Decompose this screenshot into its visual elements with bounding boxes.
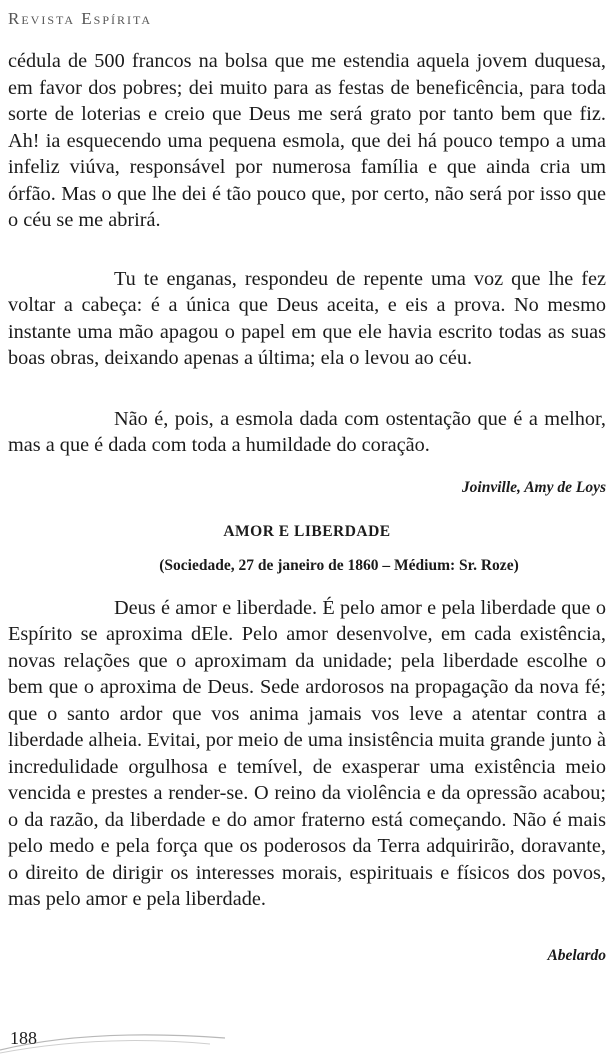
page-number: 188	[10, 1028, 37, 1048]
section-subtitle: (Sociedade, 27 de janeiro de 1860 – Médium: Sr. Roze)	[159, 556, 519, 574]
paragraph-voice: Tu te enganas, respondeu de repente uma voz que lhe fez voltar a cabeça: é a única que Deus aceita, e eis a prova. No mesmo instante uma mão apagou o papel em que ele havia escrito todas as suas boas obras, deixando apenas a última; ela o levou ao céu.	[8, 267, 606, 369]
page-body	[8, 48, 606, 965]
signature-joinville: Joinville, Amy de Loys	[461, 478, 606, 496]
signature-abelardo: Abelardo	[547, 946, 606, 964]
running-header: Revista Espírita	[8, 9, 153, 28]
paragraph-moral: Não é, pois, a esmola dada com ostentação que é a melhor, mas a que é dada com toda a humildade do coração.	[8, 407, 606, 456]
paragraph-amor-liberdade: Deus é amor e liberdade. É pelo amor e pela liberdade que o Espírito se aproxima dEle. Pelo amor desenvolve, em cada existência, novas relações que o aproximam da unidade; pela liberdade escolhe o bem que o aproxima de Deus. Sede ardorosos na propagação da nova fé; que o santo ardor que vos anima jamais vos leve a atentar contra a liberdade alheia. Evitai, por meio de uma insistência muita grande junto à incredulidade orgulhosa e temível, de exasperar uma existência meio vencida e prestes a render-se. O reino da violência e da opressão acabou; o da razão, da liberdade e do amor fraterno está começando. Não é mais pelo medo e pela força que os poderosos da Terra adquirirão, doravante, o direito de dirigir os interesses morais, espirituais e físicos dos povos, mas pelo amor e pela liberdade.	[8, 596, 606, 910]
paragraph-continuation: cédula de 500 francos na bolsa que me estendia aquela jovem duquesa, em favor dos pobres; dei muito para as festas de beneficência, para toda sorte de loterias e creio que Deus me será grato por tanto bem que fiz. Ah! ia esquecendo uma pequena esmola, que dei há pouco tempo a uma infeliz viúva, responsável por numerosa família e que ainda cria um órfão. Mas o que lhe dei é tão pouco que, por certo, não será por isso que o céu se me abrirá.	[8, 50, 606, 231]
section-title: AMOR E LIBERDADE	[223, 522, 391, 540]
